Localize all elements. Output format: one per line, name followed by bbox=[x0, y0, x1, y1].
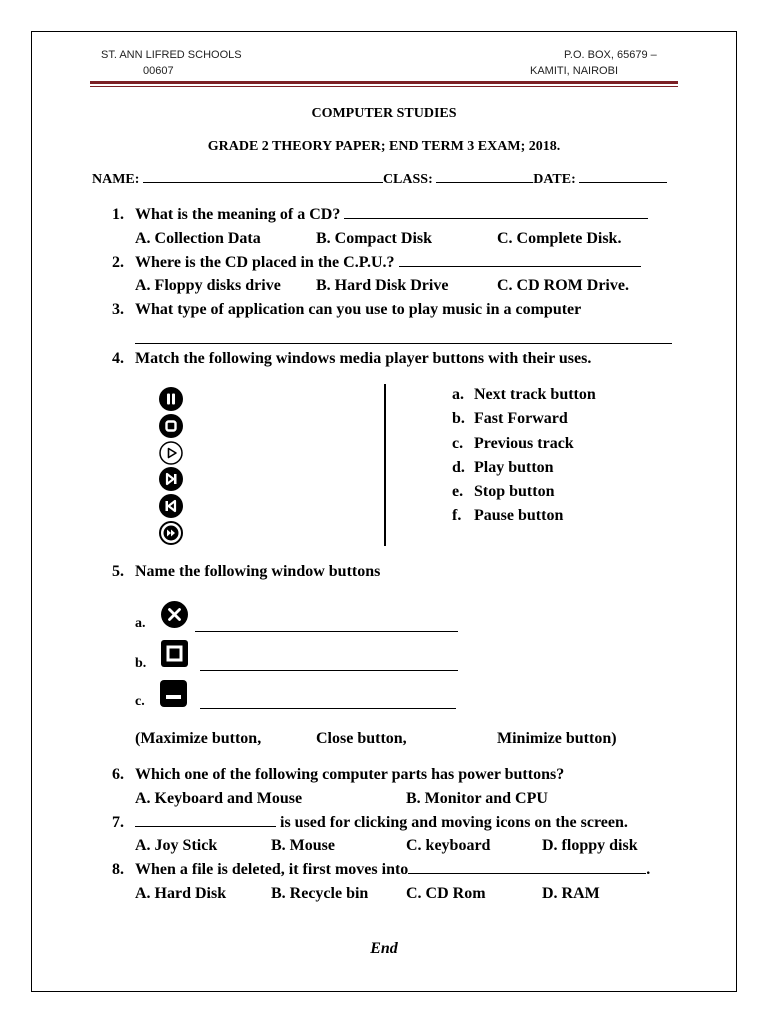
name-label: NAME: bbox=[92, 172, 140, 187]
q8-option-b: B. Recycle bin bbox=[271, 885, 369, 902]
answer-line-8[interactable] bbox=[408, 872, 646, 874]
match-use-f: Pause button bbox=[474, 507, 564, 524]
q5-letter-c: c. bbox=[135, 694, 145, 709]
class-field[interactable] bbox=[436, 181, 533, 183]
minimize-icon bbox=[160, 680, 187, 707]
date-field[interactable] bbox=[579, 181, 667, 183]
match-letter-f: f. bbox=[452, 507, 462, 524]
answer-line-2[interactable] bbox=[399, 265, 641, 267]
q5-choice-close: Close button, bbox=[316, 730, 407, 747]
q1-option-a: A. Collection Data bbox=[135, 230, 261, 247]
q1-option-b: B. Compact Disk bbox=[316, 230, 433, 247]
question-8-text: When a file is deleted, it first moves into bbox=[135, 861, 409, 878]
pause-icon bbox=[159, 387, 183, 411]
end-mark: End bbox=[370, 940, 398, 957]
class-label: CLASS: bbox=[382, 172, 433, 187]
school-box: P.O. BOX, 65679 – bbox=[564, 49, 657, 61]
student-info-row bbox=[92, 172, 667, 188]
answer-line-3[interactable] bbox=[135, 343, 672, 344]
q2-option-b: B. Hard Disk Drive bbox=[316, 277, 449, 294]
q8-option-a: A. Hard Disk bbox=[135, 885, 227, 902]
name-field[interactable] bbox=[143, 181, 383, 183]
question-7-number: 7. bbox=[112, 814, 124, 831]
match-divider bbox=[384, 384, 386, 546]
match-letter-b: b. bbox=[452, 410, 465, 427]
subject-title: COMPUTER STUDIES bbox=[311, 106, 457, 121]
match-use-d: Play button bbox=[474, 459, 554, 476]
stop-icon bbox=[159, 414, 183, 438]
match-use-c: Previous track bbox=[474, 435, 574, 452]
q2-option-c: C. CD ROM Drive. bbox=[497, 277, 629, 294]
q5-letter-b: b. bbox=[135, 656, 147, 671]
q5-choice-minimize: Minimize button) bbox=[497, 730, 617, 747]
header-rule-thin bbox=[90, 86, 678, 87]
match-letter-a: a. bbox=[452, 386, 464, 403]
question-7-text: is used for clicking and moving icons on the screen. bbox=[280, 814, 628, 831]
question-4-number: 4. bbox=[112, 350, 124, 367]
next-track-icon bbox=[159, 467, 183, 491]
fast-forward-icon bbox=[159, 521, 183, 545]
q8-option-d: D. RAM bbox=[542, 885, 600, 902]
question-7 bbox=[135, 814, 628, 832]
q2-option-a: A. Floppy disks drive bbox=[135, 277, 281, 294]
answer-line-5b[interactable] bbox=[200, 670, 458, 671]
school-code: 00607 bbox=[143, 65, 174, 77]
question-1 bbox=[135, 206, 648, 224]
q5-letter-a: a. bbox=[135, 616, 146, 631]
answer-line-1[interactable] bbox=[344, 217, 648, 219]
question-2-number: 2. bbox=[112, 254, 124, 271]
match-letter-c: c. bbox=[452, 435, 464, 452]
q7-option-b: B. Mouse bbox=[271, 837, 335, 854]
q7-option-a: A. Joy Stick bbox=[135, 837, 218, 854]
match-use-e: Stop button bbox=[474, 483, 555, 500]
q6-option-b: B. Monitor and CPU bbox=[406, 790, 548, 807]
school-location: KAMITI, NAIROBI bbox=[530, 65, 619, 77]
q7-option-d: D. floppy disk bbox=[542, 837, 638, 854]
question-1-number: 1. bbox=[112, 206, 124, 223]
previous-track-icon bbox=[159, 494, 183, 518]
answer-line-5c[interactable] bbox=[200, 708, 456, 709]
question-5-number: 5. bbox=[112, 563, 124, 580]
question-3-number: 3. bbox=[112, 301, 124, 318]
date-label: DATE: bbox=[533, 172, 576, 187]
question-2 bbox=[135, 254, 641, 272]
question-2-text: Where is the CD placed in the C.P.U.? bbox=[135, 254, 395, 271]
question-5-text: Name the following window buttons bbox=[135, 563, 381, 580]
answer-line-7[interactable] bbox=[135, 825, 276, 827]
question-3-text: What type of application can you use to play music in a computer bbox=[135, 301, 582, 318]
question-1-text: What is the meaning of a CD? bbox=[135, 206, 341, 223]
match-letter-d: d. bbox=[452, 459, 465, 476]
question-8-number: 8. bbox=[112, 861, 124, 878]
q1-option-c: C. Complete Disk. bbox=[497, 230, 622, 247]
question-8 bbox=[135, 861, 650, 879]
question-6-number: 6. bbox=[112, 766, 124, 783]
question-6-text: Which one of the following computer parts has power buttons? bbox=[135, 766, 565, 783]
q6-option-a: A. Keyboard and Mouse bbox=[135, 790, 303, 807]
school-name: ST. ANN LIFRED SCHOOLS bbox=[101, 49, 242, 61]
q7-option-c: C. keyboard bbox=[406, 837, 491, 854]
answer-line-5a[interactable] bbox=[195, 631, 458, 632]
question-4-text: Match the following windows media player buttons with their uses. bbox=[135, 350, 592, 367]
q8-option-c: C. CD Rom bbox=[406, 885, 486, 902]
paper-title: GRADE 2 THEORY PAPER; END TERM 3 EXAM; 2018. bbox=[207, 139, 561, 154]
play-icon bbox=[159, 441, 183, 465]
q5-choice-maximize: (Maximize button, bbox=[135, 730, 262, 747]
maximize-icon bbox=[161, 640, 188, 667]
header-rule-thick bbox=[90, 81, 678, 84]
question-8-end: . bbox=[646, 861, 651, 878]
match-use-b: Fast Forward bbox=[474, 410, 568, 427]
match-use-a: Next track button bbox=[474, 386, 596, 403]
match-letter-e: e. bbox=[452, 483, 464, 500]
close-icon bbox=[161, 601, 188, 628]
